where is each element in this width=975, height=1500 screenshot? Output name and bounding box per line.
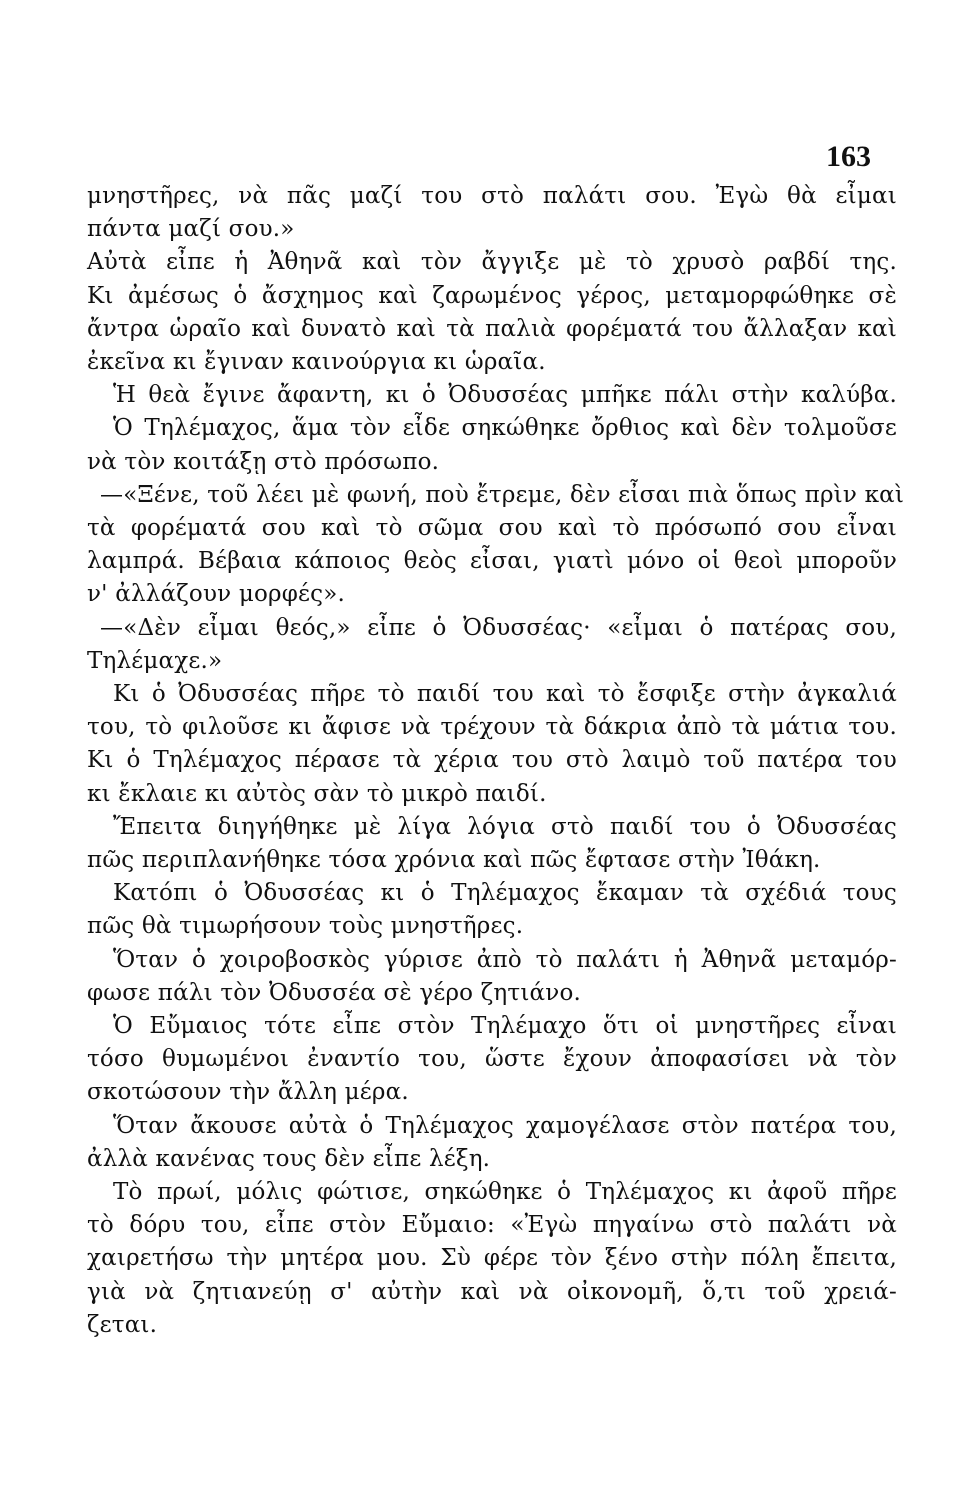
text-line: μνηστῆρες, νὰ πᾶς μαζί του στὸ παλάτι σου. Ἐγὼ θὰ εἶμαι bbox=[87, 183, 897, 209]
text-line: Ἡ θεὰ ἔγινε ἄφαντη, κι ὁ Ὀδυσσέας μπῆκε πάλι στὴν καλύβα. bbox=[113, 382, 897, 409]
text-line: φωσε πάλι τὸν Ὀδυσσέα σὲ γέρο ζητιάνο. bbox=[87, 979, 582, 1006]
text-line: πῶς θὰ τιμωρήσουν τοὺς μνηστῆρες. bbox=[87, 913, 524, 940]
text-line: Ὅταν ἄκουσε αὐτὰ ὁ Τηλέμαχος χαμογέλασε στὸν πατέρα του, bbox=[113, 1112, 897, 1139]
text-line: Αὐτὰ εἶπε ἡ Ἀθηνᾶ καὶ τὸν ἄγγιξε μὲ τὸ χρυσὸ ραβδί της. bbox=[87, 249, 897, 276]
text-line: Ὁ Εὔμαιος τότε εἶπε στὸν Τηλέμαχο ὅτι οἱ μνηστῆρες εἶναι bbox=[113, 1013, 897, 1039]
text-line: τὸ δόρυ του, εἶπε στὸν Εὔμαιο: «Ἐγὼ πηγαίνω στὸ παλάτι νὰ bbox=[87, 1212, 897, 1239]
text-line: νὰ τὸν κοιτάξῃ στὸ πρόσωπο. bbox=[87, 448, 440, 475]
text-line: Ὅταν ὁ χοιροβοσκὸς γύρισε ἀπὸ τὸ παλάτι ἡ Ἀθηνᾶ μεταμόρ- bbox=[113, 946, 897, 973]
text-line: γιὰ νὰ ζητιανεύῃ σ' αὐτὴν καὶ νὰ οἰκονομῆ, ὅ,τι τοῦ χρειά- bbox=[87, 1278, 897, 1305]
text-line: Κι ὁ Ὀδυσσέας πῆρε τὸ παιδί του καὶ τὸ ἔσφιξε στὴν ἀγκαλιά bbox=[113, 681, 897, 707]
text-line: ν' ἀλλάζουν μορφές». bbox=[87, 581, 346, 608]
text-line: —«Δὲν εἶμαι θεός,» εἶπε ὁ Ὀδυσσέας· «εἶμαι ὁ πατέρας σου, bbox=[100, 614, 897, 641]
text-line: Κι ἀμέσως ὁ ἄσχημος καὶ ζαρωμένος γέρος, μεταμορφώθηκε σὲ bbox=[87, 282, 897, 309]
text-line: τὰ φορέματά σου καὶ τὸ σῶμα σου καὶ τὸ πρόσωπό σου εἶναι bbox=[87, 515, 897, 541]
text-line: ἄντρα ὡραῖο καὶ δυνατὸ καὶ τὰ παλιὰ φορέματά του ἄλλαξαν καὶ bbox=[87, 315, 897, 342]
text-line: πάντα μαζί σου.» bbox=[87, 216, 295, 243]
text-line: Τηλέμαχε.» bbox=[87, 647, 223, 674]
text-line: του, τὸ φιλοῦσε κι ἄφισε νὰ τρέχουν τὰ δάκρια ἀπὸ τὰ μάτια του. bbox=[87, 714, 897, 741]
text-line: —«Ξένε, τοῦ λέει μὲ φωνή, ποὺ ἔτρεμε, δὲν εἶσαι πιὰ ὅπως πρὶν καὶ bbox=[100, 481, 905, 508]
text-line: σκοτώσουν τὴν ἄλλη μέρα. bbox=[87, 1079, 409, 1106]
text-line: χαιρετήσω τὴν μητέρα μου. Σὺ φέρε τὸν ξένο στὴν πόλη ἔπειτα, bbox=[87, 1245, 897, 1272]
text-line: λαμπρά. Βέβαια κάποιος θεὸς εἶσαι, γιατὶ μόνο οἱ θεοὶ μποροῦν bbox=[87, 548, 897, 575]
text-line: πῶς περιπλανήθηκε τόσα χρόνια καὶ πῶς ἔφτασε στὴν Ἰθάκη. bbox=[87, 847, 821, 873]
text-line: κι ἔκλαιε κι αὐτὸς σὰν τὸ μικρὸ παιδί. bbox=[87, 780, 547, 807]
text-line: Τὸ πρωί, μόλις φώτισε, σηκώθηκε ὁ Τηλέμαχος κι ἀφοῦ πῆρε bbox=[113, 1179, 897, 1205]
text-line: Ἔπειτα διηγήθηκε μὲ λίγα λόγια στὸ παιδί του ὁ Ὀδυσσέας bbox=[113, 813, 897, 840]
page-number: 163 bbox=[826, 140, 871, 173]
text-line: Ὁ Τηλέμαχος, ἅμα τὸν εἶδε σηκώθηκε ὄρθιος καὶ δὲν τολμοῦσε bbox=[113, 415, 897, 442]
text-line: ζεται. bbox=[87, 1311, 158, 1338]
text-line: Κι ὁ Τηλέμαχος πέρασε τὰ χέρια του στὸ λαιμὸ τοῦ πατέρα του bbox=[87, 747, 897, 774]
text-line: ἐκεῖνα κι ἔγιναν καινούργια κι ὡραῖα. bbox=[87, 349, 546, 375]
text-line: ἀλλὰ κανένας τους δὲν εἶπε λέξη. bbox=[87, 1145, 491, 1172]
text-line: τόσο θυμωμένοι ἐναντίο του, ὥστε ἔχουν ἀποφασίσει νὰ τὸν bbox=[87, 1046, 897, 1073]
text-line: Κατόπι ὁ Ὀδυσσέας κι ὁ Τηλέμαχος ἔκαμαν τὰ σχέδιά τους bbox=[113, 880, 897, 907]
